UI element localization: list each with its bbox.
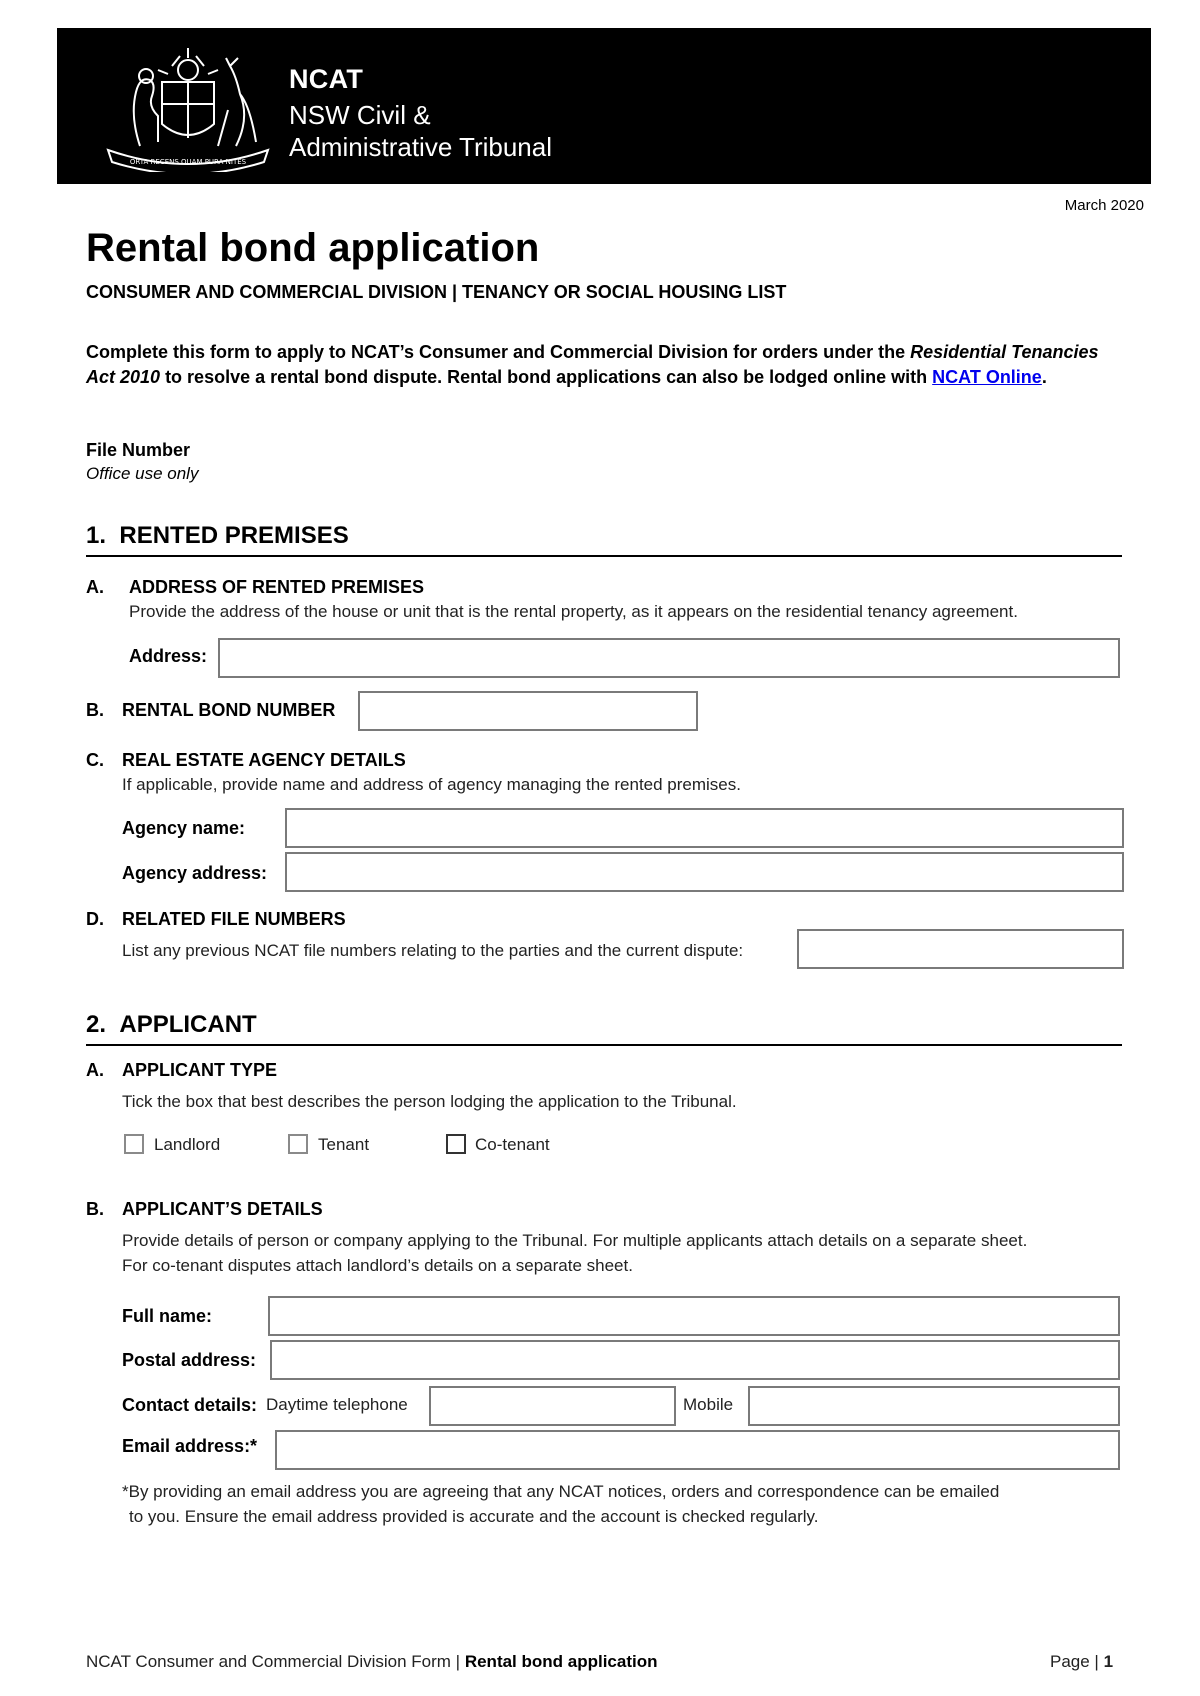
email-address-field[interactable] [275, 1430, 1120, 1470]
section-number: 2. [86, 1011, 107, 1038]
subsection-help: Provide details of person or company applying to the Tribunal. For multiple applicants attach details on a separate sheet. [122, 1231, 1028, 1250]
subsection-help: If applicable, provide name and address of agency managing the rented premises. [122, 775, 741, 794]
email-address-label: Email address:* [122, 1436, 258, 1456]
form-date: March 2020 [1064, 197, 1144, 214]
intro-text: . [1041, 367, 1047, 387]
subsection-letter: D. [86, 909, 104, 929]
subsection-title: APPLICANT’S DETAILS [122, 1199, 323, 1219]
agency-address-input[interactable] [287, 854, 1122, 890]
full-name-input[interactable] [270, 1298, 1118, 1334]
co-tenant-checkbox[interactable] [446, 1134, 466, 1154]
subsection-help: Provide the address of the house or unit that is the rental property, as it appears on the residential tenancy agreement. [129, 602, 1018, 621]
co-tenant-option-label: Co-tenant [475, 1135, 550, 1154]
section-1-heading [86, 522, 349, 550]
subsection-letter: B. [86, 1199, 104, 1219]
section-2-heading [86, 1011, 257, 1039]
subsection-title: RELATED FILE NUMBERS [122, 909, 346, 929]
agency-address-field[interactable] [285, 852, 1124, 892]
subsection-help: Tick the box that best describes the person lodging the application to the Tribunal. [122, 1092, 737, 1111]
email-consent-note: to you. Ensure the email address provided is accurate and the account is checked regularly. [129, 1507, 819, 1526]
agency-address-label: Agency address: [122, 863, 268, 883]
ncat-online-link[interactable]: NCAT Online [932, 367, 1042, 387]
file-number-label: File Number [86, 440, 191, 460]
agency-name-input[interactable] [287, 810, 1122, 846]
tenant-option-label: Tenant [318, 1135, 370, 1154]
daytime-telephone-input[interactable] [431, 1388, 674, 1424]
intro-paragraph [86, 340, 1126, 390]
brand-title: NCAT [289, 64, 364, 94]
subsection-title: ADDRESS OF RENTED PREMISES [129, 577, 425, 597]
subsection-letter: A. [86, 577, 104, 597]
address-input[interactable] [220, 640, 1118, 676]
footer-form-title: Rental bond application [464, 1652, 658, 1671]
office-use-note: Office use only [86, 464, 199, 483]
agency-name-label: Agency name: [122, 818, 246, 838]
brand-subtitle-line2: Administrative Tribunal [289, 132, 552, 162]
related-file-numbers-field[interactable] [797, 929, 1124, 969]
mobile-label: Mobile [683, 1395, 734, 1414]
subsection-help: For co-tenant disputes attach landlord’s details on a separate sheet. [122, 1256, 633, 1275]
daytime-telephone-field[interactable] [429, 1386, 676, 1426]
full-name-field[interactable] [268, 1296, 1120, 1336]
subsection-letter: C. [86, 750, 104, 770]
intro-text: Complete this form to apply to NCAT’s Consumer and Commercial Division for orders under the [86, 342, 911, 362]
landlord-checkbox[interactable] [124, 1134, 144, 1154]
act-name: Residential Tenancies Act 2010 [86, 342, 1099, 387]
landlord-option-label: Landlord [154, 1135, 221, 1154]
subsection-title: RENTAL BOND NUMBER [122, 700, 336, 720]
mobile-field[interactable] [748, 1386, 1120, 1426]
agency-name-field[interactable] [285, 808, 1124, 848]
email-address-input[interactable] [277, 1432, 1118, 1468]
subsection-title: APPLICANT TYPE [122, 1060, 278, 1080]
nsw-coat-of-arms-icon [100, 46, 276, 172]
subsection-help: List any previous NCAT file numbers relating to the parties and the current dispute: [122, 941, 744, 960]
subsection-letter: B. [86, 700, 104, 720]
section-number: 1. [86, 522, 107, 549]
rental-bond-number-input[interactable] [360, 693, 696, 729]
page-number: 1 [1103, 1652, 1114, 1671]
postal-address-label: Postal address: [122, 1350, 257, 1370]
section-title: RENTED PREMISES [119, 522, 349, 549]
footer-page-number [1050, 1652, 1113, 1672]
postal-address-field[interactable] [270, 1340, 1120, 1380]
subsection-title: REAL ESTATE AGENCY DETAILS [122, 750, 406, 770]
svg-text:ORTA RECENS QUAM PURA NITES: ORTA RECENS QUAM PURA NITES [129, 158, 247, 166]
division-subtitle: CONSUMER AND COMMERCIAL DIVISION | TENANCY OR SOCIAL HOUSING LIST [86, 282, 787, 302]
related-file-numbers-input[interactable] [799, 931, 1122, 967]
mobile-input[interactable] [750, 1388, 1118, 1424]
brand-subtitle-line1: NSW Civil & [289, 100, 431, 130]
email-consent-note: *By providing an email address you are agreeing that any NCAT notices, orders and correspondence can be emailed [122, 1482, 1000, 1501]
footer-form-name [86, 1652, 658, 1672]
intro-text: to resolve a rental bond dispute. Rental bond applications can also be lodged online with [160, 367, 933, 387]
page-label: Page | [1050, 1652, 1104, 1671]
subsection-letter: A. [86, 1060, 104, 1080]
daytime-telephone-label: Daytime telephone [266, 1395, 408, 1414]
page-title: Rental bond application [86, 226, 540, 270]
postal-address-input[interactable] [272, 1342, 1118, 1378]
section-title: APPLICANT [119, 1011, 257, 1038]
section-divider [86, 555, 1122, 557]
rental-bond-number-field[interactable] [358, 691, 698, 731]
address-field[interactable] [218, 638, 1120, 678]
footer-text: NCAT Consumer and Commercial Division Form | [86, 1652, 465, 1671]
address-label: Address: [129, 646, 208, 666]
contact-details-label: Contact details: [122, 1395, 258, 1415]
tenant-checkbox[interactable] [288, 1134, 308, 1154]
section-divider [86, 1044, 1122, 1046]
full-name-label: Full name: [122, 1306, 213, 1326]
